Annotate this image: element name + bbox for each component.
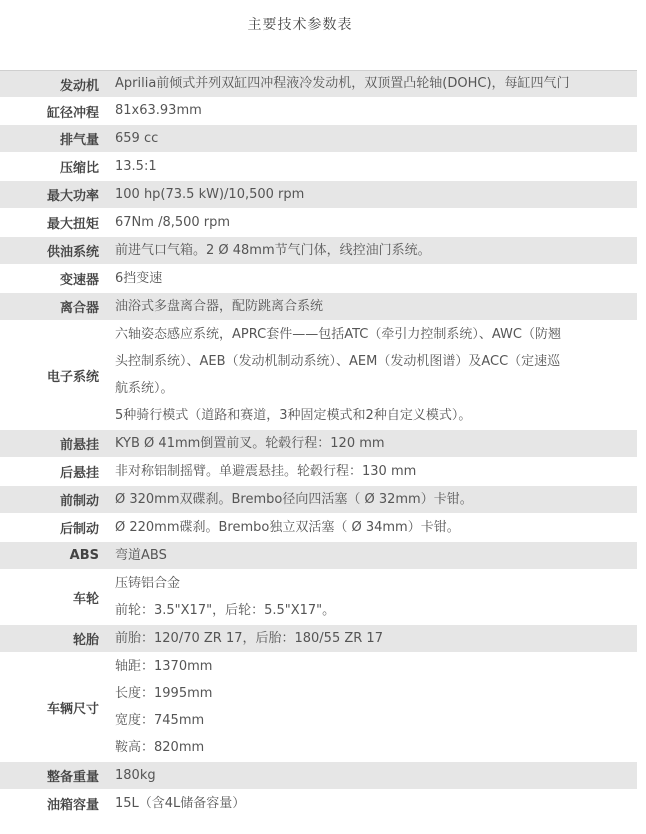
spec-row-compression <box>0 153 637 181</box>
spec-value-line: Ø 320mm双碟刹。Brembo径向四活塞（ Ø 32mm）卡钳。 <box>115 492 473 507</box>
spec-label: 车辆尺寸 <box>0 653 107 762</box>
spec-value <box>107 125 637 153</box>
spec-value-line: 压铸铝合金 <box>115 576 181 591</box>
spec-value <box>107 458 637 486</box>
spec-value <box>107 265 637 293</box>
spec-row-max-power <box>0 181 637 209</box>
spec-value-line: 前轮：3.5"X17"，后轮：5.5"X17"。 <box>115 603 336 618</box>
spec-value-line: 100 hp(73.5 kW)/10,500 rpm <box>115 187 305 202</box>
spec-value-line: 67Nm /8,500 rpm <box>115 215 231 230</box>
spec-row-fuel-system <box>0 237 637 265</box>
spec-value <box>107 321 637 430</box>
spec-value <box>107 237 637 265</box>
spec-value <box>107 486 637 514</box>
spec-row-displacement <box>0 125 637 153</box>
spec-label: 油箱容量 <box>0 790 107 818</box>
spec-row-curb-weight <box>0 762 637 790</box>
spec-value <box>107 71 637 98</box>
spec-row-engine <box>0 71 637 98</box>
spec-value-line: 81x63.93mm <box>115 103 202 118</box>
spec-value <box>107 653 637 762</box>
spec-value-line: Aprilia前倾式并列双缸四冲程液冷发动机，双顶置凸轮轴(DOHC)，每缸四气门 <box>115 76 570 91</box>
spec-value-line: 六轴姿态感应系统，APRC套件——包括ATC（牵引力控制系统）、AWC（防翘 <box>115 327 561 342</box>
spec-label: 后制动 <box>0 514 107 542</box>
spec-label: 前悬挂 <box>0 430 107 458</box>
spec-row-rear-suspension <box>0 458 637 486</box>
spec-value <box>107 181 637 209</box>
spec-label: 最大功率 <box>0 181 107 209</box>
spec-value-line: 鞍高：820mm <box>115 740 205 755</box>
spec-value <box>107 430 637 458</box>
spec-row-abs <box>0 542 637 570</box>
spec-row-dimensions <box>0 653 637 762</box>
spec-label: 排气量 <box>0 125 107 153</box>
spec-row-rear-brake <box>0 514 637 542</box>
spec-value-line: 180kg <box>115 768 156 783</box>
spec-row-bore-stroke <box>0 98 637 125</box>
spec-label: 最大扭矩 <box>0 209 107 237</box>
spec-value-line: Ø 220mm碟刹。Brembo独立双活塞（ Ø 34mm）卡钳。 <box>115 520 460 535</box>
spec-label: 整备重量 <box>0 762 107 790</box>
spec-label: 变速器 <box>0 265 107 293</box>
spec-label: 缸径冲程 <box>0 98 107 125</box>
spec-value-line: 659 cc <box>115 131 159 146</box>
spec-row-max-torque <box>0 209 637 237</box>
spec-row-clutch <box>0 293 637 321</box>
spec-value-line: 前胎：120/70 ZR 17，后胎：180/55 ZR 17 <box>115 631 383 646</box>
spec-value-line: 15L（含4L储备容量） <box>115 796 246 811</box>
spec-row-tyres <box>0 625 637 653</box>
spec-label: 后悬挂 <box>0 458 107 486</box>
spec-row-fuel-tank <box>0 790 637 818</box>
page-title: 主要技术参数表 <box>247 17 353 33</box>
spec-label: 压缩比 <box>0 153 107 181</box>
spec-label: 车轮 <box>0 570 107 625</box>
spec-value-line: 5种骑行模式（道路和赛道，3种固定模式和2种自定义模式）。 <box>115 408 472 423</box>
spec-row-electronics <box>0 321 637 430</box>
spec-value <box>107 98 637 125</box>
spec-value <box>107 570 637 625</box>
spec-value-line: 6挡变速 <box>115 271 163 286</box>
spec-value <box>107 625 637 653</box>
spec-value <box>107 153 637 181</box>
spec-label: 前制动 <box>0 486 107 514</box>
spec-label: 发动机 <box>0 71 107 98</box>
spec-value-line: 航系统）。 <box>115 381 174 396</box>
spec-row-gearbox <box>0 265 637 293</box>
spec-value <box>107 762 637 790</box>
spec-value-line: 前进气口气箱。2 Ø 48mm节气门体，线控油门系统。 <box>115 243 431 258</box>
spec-value-line: 宽度：745mm <box>115 713 205 728</box>
spec-value <box>107 542 637 570</box>
spec-label: ABS <box>0 542 107 570</box>
spec-value-line: 非对称铝制摇臂。单避震悬挂。轮毂行程：130 mm <box>115 464 417 479</box>
spec-label: 离合器 <box>0 293 107 321</box>
spec-label: 供油系统 <box>0 237 107 265</box>
spec-label: 轮胎 <box>0 625 107 653</box>
spec-row-front-suspension <box>0 430 637 458</box>
spec-value-line: 长度：1995mm <box>115 686 213 701</box>
spec-value <box>107 514 637 542</box>
spec-value <box>107 209 637 237</box>
spec-value-line: 油浴式多盘离合器，配防跳离合系统 <box>115 299 324 314</box>
spec-value-line: 轴距：1370mm <box>115 659 213 674</box>
spec-value-line: 头控制系统）、AEB（发动机制动系统）、AEM（发动机图谱）及ACC（定速巡 <box>115 354 561 369</box>
spec-value-line: 13.5:1 <box>115 159 157 174</box>
spec-value-line: KYB Ø 41mm倒置前叉。轮毂行程：120 mm <box>115 436 385 451</box>
spec-value <box>107 293 637 321</box>
spec-table <box>0 70 637 818</box>
spec-value-line: 弯道ABS <box>115 548 167 563</box>
spec-row-wheels <box>0 570 637 625</box>
spec-label: 电子系统 <box>0 321 107 430</box>
spec-value <box>107 790 637 818</box>
spec-row-front-brake <box>0 486 637 514</box>
